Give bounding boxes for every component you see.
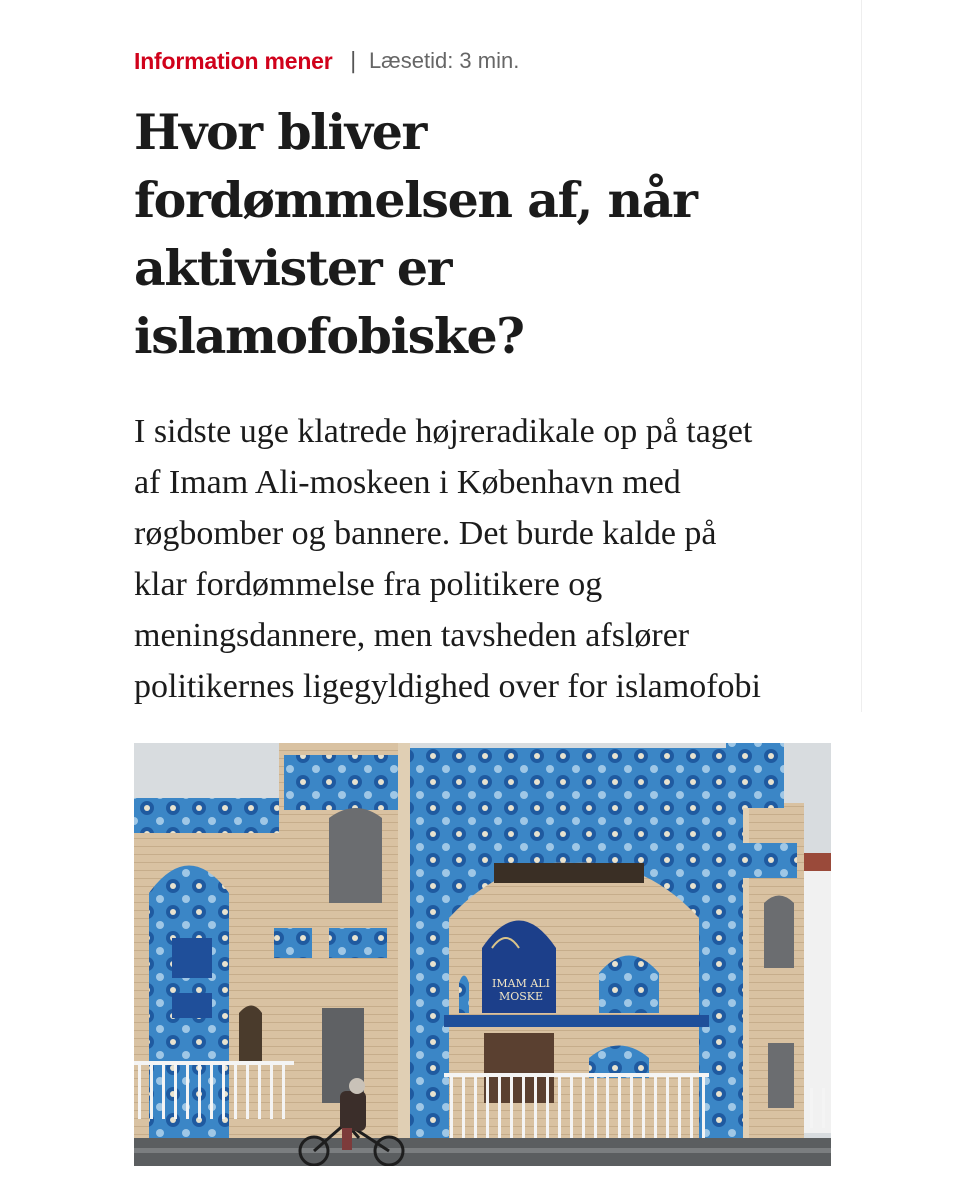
- mosque-illustration: [134, 743, 831, 1166]
- headline-line: fordømmelsen af, når: [134, 171, 697, 229]
- article-headline: [134, 98, 844, 370]
- headline-line: Hvor bliver: [134, 103, 426, 161]
- meta-separator: |: [349, 48, 357, 74]
- lead-line: I sidste uge klatrede højreradikale op på taget: [134, 413, 753, 450]
- read-time: Læsetid: 3 min.: [368, 48, 520, 73]
- lead-line: af Imam Ali-moskeen i København med: [134, 464, 681, 501]
- article-lead: [134, 406, 854, 712]
- headline-line: islamofobiske?: [134, 307, 524, 365]
- article-meta: [134, 44, 519, 78]
- lead-line: meningsdannere, men tavsheden afslører: [134, 617, 690, 654]
- lead-line: røgbomber og bannere. Det burde kalde på: [134, 515, 717, 552]
- mosque-sign-line: MOSKE: [498, 990, 544, 1003]
- section-label[interactable]: Information mener: [134, 47, 333, 74]
- headline-line: aktivister er: [134, 239, 452, 297]
- mosque-sign-line: IMAM ALI: [492, 977, 550, 990]
- lead-line: klar fordømmelse fra politikere og: [134, 566, 603, 603]
- article-photo[interactable]: [134, 743, 831, 1166]
- page-edge-divider: [861, 0, 862, 712]
- lead-line: politikernes ligegyldighed over for islamofobi: [134, 668, 761, 705]
- mosque-sign: [486, 977, 556, 1003]
